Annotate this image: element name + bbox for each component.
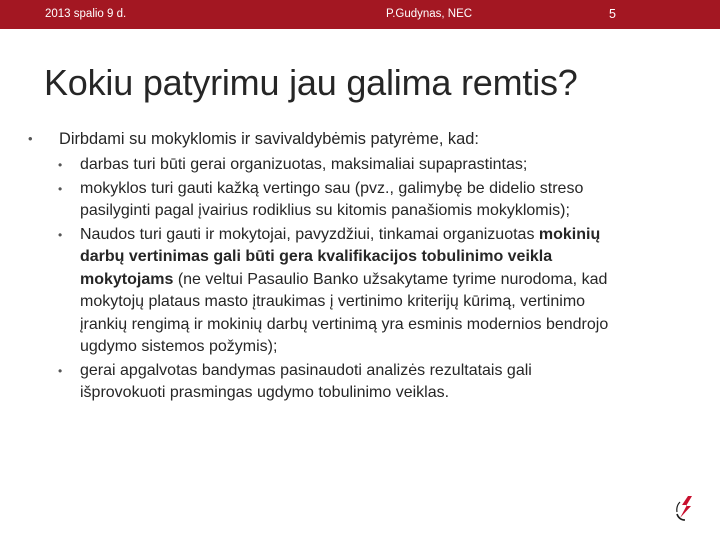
text-fragment: (ne veltui Pasaulio Banko užsakytame tyrime nurodoma, kad — [173, 270, 608, 288]
bullet-icon: • — [58, 227, 63, 242]
slide-content — [28, 128, 688, 406]
header-author: P.Gudynas, NEC — [386, 8, 473, 20]
sub-bullet-line: pasilyginti pagal įvairius rodiklius su kitomis panašiomis mokyklomis); — [80, 202, 570, 219]
slide-number: 5 — [609, 7, 616, 21]
sub-bullet-2 — [28, 178, 688, 223]
slide-title: Kokiu patyrimu jau galima remtis? — [44, 62, 578, 103]
sub-bullet-4 — [28, 360, 688, 405]
sub-bullet-line: gerai apgalvotas bandymas pasinaudoti analizės rezultatais gali — [80, 361, 532, 379]
sub-bullet-list — [28, 154, 688, 405]
sub-bullet-3 — [28, 224, 688, 359]
sub-bullet-line: mokyklos turi gauti kažką vertingo sau (pvz., galimybę be didelio streso — [80, 179, 584, 197]
main-bullet-text: Dirbdami su mokyklomis ir savivaldybėmis patyrėme, kad: — [59, 130, 479, 148]
header-bar — [0, 0, 720, 29]
bold-fragment: mokinių — [538, 225, 601, 243]
sub-bullet-line — [80, 269, 688, 292]
bullet-icon: • — [58, 181, 63, 196]
bold-fragment: mokytojams — [80, 270, 174, 288]
sub-bullet-line: išprovokuoti prasmingas ugdymo tobulinimo veiklas. — [80, 384, 450, 401]
sub-bullet-line: įrankių rengimą ir mokinių darbų vertinimą yra esminis modernios bendrojo — [80, 315, 609, 333]
bullet-icon: • — [58, 158, 63, 172]
nec-logo-icon — [674, 494, 696, 522]
sub-bullet-line: mokytojų plataus masto įtraukimas į vertinimo kriterijų kūrimą, vertinimo — [80, 293, 586, 310]
bullet-icon: • — [58, 363, 63, 378]
sub-bullet-1 — [28, 154, 688, 177]
header-date: 2013 spalio 9 d. — [45, 8, 127, 20]
sub-bullet-line: ugdymo sistemos požymis); — [80, 338, 278, 355]
sub-bullet-line — [80, 246, 688, 269]
bold-fragment: darbų vertinimas gali būti gera kvalifikacijos tobulinimo veikla — [80, 248, 553, 265]
text-fragment: Naudos turi gauti ir mokytojai, pavyzdžiui, tinkamai organizuotas — [80, 225, 539, 243]
sub-bullet-line: darbas turi būti gerai organizuotas, maksimaliai supaprastintas; — [80, 156, 528, 173]
bullet-icon: • — [28, 131, 33, 146]
main-bullet — [28, 128, 688, 150]
sub-bullet-line — [80, 224, 688, 247]
